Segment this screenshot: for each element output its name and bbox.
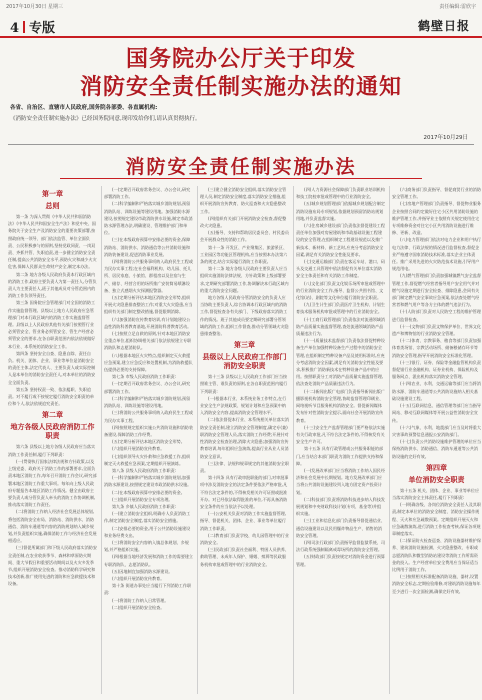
article-paragraph: (六)住房城乡建设部门负责依法督促建设工程责任单位加强对房屋建筑和市政基础设施工程建设的安全管理,在组织制定工程建设规范以及推广新技术、新材料、新工艺时,应充分考虑消防安全因素,满足有关消防安全性能及要求。 bbox=[296, 223, 385, 257]
article-paragraph: (十四)农业、水利、交通运输等部门应当将消防水源、消防车通道等公共消防设施纳入相关基础设施建设工程。 bbox=[392, 381, 481, 401]
title-underline bbox=[60, 178, 422, 179]
text-column-2 bbox=[104, 186, 193, 694]
text-column-4 bbox=[296, 186, 385, 694]
article-paragraph: 第十五条 机关、团体、企业、事业等单位应当落实消防安全主体责任,履行下列职责: bbox=[392, 487, 480, 500]
article-paragraph: (三)督促所属部门和下级人民政府落实消防安全责任制,在农业收获季节、森林和草原防火期间、重大节假日和重要活动期间以及火灾多发季节,组织开展消防安全检查。推动消防科学研究和技术创新,推广使用先进的消防和应急救援技术和设备。 bbox=[8, 545, 97, 587]
article-paragraph: (三)建立健全消防安全组织,落实消防安全管理人员,制定消防安全制度,落实消防安全措施,组织开展消防宣传教育、防火巡查和火灾隐患整改工作。 bbox=[200, 187, 287, 214]
article-paragraph: (三)民政部门负责社会福利、特困人员供养、救助管理、未成年人保护、婚姻、殡葬等民政服务机构审批或管理中的行业消防安全。 bbox=[200, 547, 289, 567]
article-paragraph: (十三)银行、证券、保险等金融监管机构负责督促银行业金融机构、证券业机构、保险机构及服务网点、派出机构落实消防安全管理。 bbox=[392, 359, 481, 380]
article-paragraph: 第十三条 县级以上人民政府工作部门应当按照谁主管、谁负责的原则,在各自职责范围内履行下列职责: bbox=[200, 374, 288, 394]
article-paragraph: (九)燃气管理部门负责加强城镇燃气安全监督管理工作,督促燃气经营者指导用户安全用气并对燃气设施定期进行安全检查、排除隐患,会同有关部门制定燃气安全事故应急预案,依法查处燃气经营者和燃气用户等各方主体的燃气违法行为。 bbox=[392, 273, 481, 308]
article-paragraph: (三)将消防安全内容纳入镇总体规划、乡规划,并严格组织实施。 bbox=[104, 539, 189, 553]
article-paragraph: (十七)负责公共消防设施维护管理的单位应当保持消防供水、消防通信、消防车通道等公共消防设施的完好有效。 bbox=[392, 439, 481, 459]
article-paragraph: (五)财政部门负责按规定对消防资金进行预算管理。 bbox=[296, 554, 385, 567]
article-paragraph: (四)将消防公共服务事项纳入政府民生工程或为民办实事工程;在社会福利机构、幼儿园、托儿所、居民家庭、小旅馆、群租房以及住宿与生产、储存、经营合用的场所推广安装简易喷淋设备、独立式感烟火灾探测报警器。 bbox=[104, 259, 193, 293]
article-paragraph: 第二条 地方各级人民政府负责本行政区域内的消防工作,政府主要负责人为第一责任人,分管负责人为主要责任人,班子其他成员对分管范围内的消防工作负领导责任。 bbox=[8, 271, 97, 299]
notice-title-line-2: 消防安全责任制实施办法的通知 bbox=[79, 74, 402, 100]
article-paragraph: (六)组织开展消防宣传教育。 bbox=[112, 575, 165, 581]
article-paragraph: (五)定期分析评估本地区消防安全形势。 bbox=[112, 439, 185, 445]
article-paragraph: (五)城乡规划管理部门依据城乡规划配合制定消防设施布局专项规划,依据规划预留消防站规划用地,并负责监督实施。 bbox=[296, 201, 385, 221]
chapter-heading: 单位消防安全职责 bbox=[408, 474, 465, 484]
article-paragraph: (二)科学编制和严格落实城乡消防规划,预留消防队站、训练设施等建设用地。 bbox=[104, 395, 191, 409]
article-paragraph: (八)文化部门负责文化娱乐场所审批或管理中的行业消防安全工作,指导、监督公共图书馆、文化馆(站)、剧院等文化单位履行消防安全职责。 bbox=[296, 280, 385, 301]
article-paragraph: (二)科技部门负责将消防科技进步纳入科技发展规划和中央财政科技计划(专项、基金等)并组织实施。 bbox=[296, 496, 385, 517]
article-paragraph: (一)定期召开政府常务会议、办公会议,研究部署消防工作。 bbox=[104, 381, 191, 394]
article-paragraph: (二)依法督促本行业、本系统相关单位落实消防安全责任制,建立消防安全管理制度,确定专(兼)职消防安全管理人员,落实消防工作经费;开展针对性消防安全检查治理,消除火灾隐患;加强消防宣传教育培训,每年组织应急演练,提高行业从业人员消防安全意识。 bbox=[200, 417, 289, 459]
chapter-heading: 县级以上人民政府工作部门消防安全职责 bbox=[202, 352, 287, 371]
article-paragraph: (一)明确各级、各岗位消防安全责任人及其职责,制定本单位的消防安全制度、消防安全操作规程、灭火和应急疏散预案。定期组织开展灭火和应急疏散演练,进行消防工作检查考核,保证各项规章制度落实。 bbox=[392, 502, 481, 536]
article-paragraph: (一)根据本行业、本系统业务工作特点,在行业安全生产法规政策、规划计划和应急预案中纳入消防安全内容,提高消防安全管理水平。 bbox=[200, 395, 287, 416]
chapter-heading: 第二章 bbox=[42, 410, 63, 420]
article-paragraph: (五)指导、支持和帮助居民委员会、村民委员会开展群众性的消防工作。 bbox=[200, 230, 289, 243]
article-paragraph: (十六)气象、水利、地震部门应当及时将重大灾害事故预警信息通报公安消防部门。 bbox=[392, 424, 481, 437]
article-paragraph: (二)科学编制和严格落实城乡消防规划,预留消防队站、训练设施等建设用地。加强消防水源建设,按照规定建设市政消防供水设施,制定市政消防水源管理办法,明确建设、管理维护部门和单位。 bbox=[104, 201, 193, 236]
section-name: 专版 bbox=[29, 21, 56, 36]
article-paragraph: (七)按照立足自救的原则,针对本地区消防安全重点单位,组织协调相关部门依法依规建立专职消防队和志愿消防队。 bbox=[104, 331, 192, 351]
column-divider bbox=[101, 186, 102, 694]
article-paragraph: (二)组织开展消防安全检查。 bbox=[112, 604, 165, 610]
article-paragraph: (十一)文物部门负责文物保护单位、世界文化遗产和博物馆的行业消防安全管理。 bbox=[392, 323, 481, 337]
text-column-1 bbox=[8, 186, 97, 694]
article-paragraph: (十一)质量技术监督部门负责依法督促特种设备生产单位加强特种设备生产过程中的消防安全管理,在组织制定特种设备产品及使用标准时,应充分考虑消防安全因素,满足有关消防安全性能及要求,积极推广消防新技术在特种设备产品中的应用。按照职责分工对消防产品质量实施监督管理,依法查处消防产品质量违法行为。 bbox=[296, 338, 385, 387]
article-paragraph: 第七条 市级人民政府消防工作职责: bbox=[112, 374, 177, 380]
article-paragraph: 第三条 国务院应急管理部门对全国的消防工作实施监督管理。县级以上地方人民政府应急管理部门对本行政区域内的消防工作实施监督管理。县级以上人民政府其他有关部门按照管行业必须管安全、管业务必须管安全、管生产经营必须管安全的要求,在各自职责范围内依法依规做好本行业、本系统的消防安全工作。 bbox=[8, 300, 96, 349]
article-paragraph: 第十四条 具有行政审批职能的部门,对审批事项中涉及消防安全的法定条件要依法严格审批,凡不符合法定条件的,不得核发相关许可证照或批准开办。对已经依法取得批准的单位,不再具备消防安全条件的应当依法予以处理。 bbox=[200, 475, 289, 509]
chapter-heading: 第一章 bbox=[42, 189, 63, 198]
chapter-heading: 第四章 bbox=[426, 462, 447, 472]
article-paragraph: (一)建立消防安全组织,明确专人负责消防工作,制定消防安全制度,落实消防安全措施。 bbox=[104, 511, 191, 524]
section-divider bbox=[8, 144, 474, 145]
article-paragraph: (三)在本级政府预算中安排必要的资金,保障消防站、消防供水、消防通信等公共消防设施和消防装备建设,促进消防事业发展。 bbox=[104, 237, 191, 257]
article-paragraph: (七)交通运输部门负责在客运车站、港口、码头及交通工具管理中依法督促有关单位落实消防安全主体责任和有关消防工作制度。 bbox=[296, 259, 385, 279]
column-divider bbox=[293, 186, 294, 694]
article-paragraph: (十二)体育、宗教事务、粮食等部门负责加强体育类场馆、宗教活动场所、储备粮储存环节等消防安全管理,指导开展消防安全标准化管理。 bbox=[392, 338, 481, 358]
page-header bbox=[0, 14, 482, 38]
chapter-heading: 第三章 bbox=[234, 340, 255, 350]
article-paragraph: (三)工业和信息化部门负责指导督促通信业、通信设施建设以及民用爆炸物品生产、销售的消防安全管理。 bbox=[296, 518, 385, 538]
article-paragraph: (七)组织领导火灾扑救和应急救援工作,组织制定灭火救援应急预案,定期组织开展演练。 bbox=[104, 453, 191, 466]
article-paragraph: (四)人力资源社会保障部门负责职业培训机构和技工院校审批或管理中的行业消防安全。 bbox=[296, 187, 385, 200]
article-paragraph: (三)组织开展消防安全专项治理。 bbox=[112, 496, 173, 502]
page-badge bbox=[10, 17, 55, 36]
article-paragraph: (一)科学编制和严格落实城乡消防规划,加强消防水源建设,按照规定建设市政消防供水设施。 bbox=[104, 475, 192, 488]
notice-date: 2017年10月29日 bbox=[423, 135, 468, 141]
article-paragraph: (六)加强消防宣传教育培训,有计划地建设公益性消防科普教育基地,开展消防科普教育活动。 bbox=[104, 316, 192, 329]
article-paragraph: (二)将消防工作纳入经济社会发展总体规划,将包括消防安全布局、消防站、消防供水、消防通信、消防车通道等内容的消防规划纳入城乡规划,并负责组织实施,确保消防工作与经济社会发展相适应。 bbox=[8, 509, 97, 544]
article-paragraph: (四)根据当地经济发展和消防工作的需要建立专职消防队、志愿消防队。 bbox=[104, 554, 193, 567]
article-paragraph: (一)定期召开政府常务会议、办公会议,研究部署消防工作。 bbox=[104, 187, 191, 200]
top-info-bar bbox=[0, 0, 482, 14]
article-paragraph: 第六条 县级以上地方各级人民政府应当落实消防工作责任制,履行下列职责: bbox=[8, 444, 96, 457]
notice-body: 《消防安全责任制实施办法》已经国务院同意,现印发给你们,请认真贯彻执行。 bbox=[10, 116, 201, 122]
article-paragraph: (八)根据本地区火灾特点,组织制定灭火救援应急预案,建立应急反应和处置机制,为消防救援队伍提供必要的支持保障。 bbox=[104, 352, 193, 373]
article-paragraph: (八)电力管理部门依法对电力企业和用户执行电力法律、行政法规的情况进行监督检查,督促企业严格遵守国家消防技术标准,落实企业主体责任。推广采用先进的火灾防范技术设施,引导用户规范用电。 bbox=[392, 237, 481, 272]
article-paragraph: (十五)互联网信息、通信管理等部门应当指导网站、移动互联网媒体等开展公益性消防安全宣传。 bbox=[392, 403, 481, 423]
article-paragraph: (十二)新闻出版广电部门负责指导新闻出版广播影视机构消防安全管理,协助监督管理印刷业、网络视听节目服务机构消防安全。督促新闻媒体发布针对性消防安全提示,面向社会开展消防宣传教育。 bbox=[296, 388, 385, 423]
article-paragraph: (三)将消防公共服务事项纳入政府民生工程或为民办实事工程。 bbox=[104, 410, 193, 423]
chapter-heading: 地方各级人民政府消防工作职责 bbox=[10, 422, 95, 441]
article-paragraph: (三)按照相关标准配备消防设施、器材,设置消防安全标志,定期检验维修,对建筑消防设施每年至少进行一次全面检测,确保完好有效。 bbox=[392, 574, 481, 594]
article-paragraph: 第十二条 地方各级人民政府主要负责人应当组织实施消防法律法规、方针政策和上级部署要求,定期研究部署消防工作,协调解决本行政区域内的重大消防安全问题。 bbox=[200, 266, 289, 293]
document-title: 消防安全责任制实施办法 bbox=[125, 156, 357, 178]
article-paragraph: 第十五条 具有行政管理或公共服务职能的部门,应当结合本部门职责为消防工作提供支持和保障。 bbox=[296, 446, 384, 466]
notice-title-line-1: 国务院办公厅关于印发 bbox=[125, 46, 356, 72]
chapter-heading: 总则 bbox=[45, 201, 60, 210]
article-paragraph: (三)法律、法规和规章规定的其他消防安全职责。 bbox=[200, 460, 289, 473]
text-column-3 bbox=[200, 186, 289, 694]
article-paragraph: (四)按照规定组织实施公共消防设施和消防装备建设,保障消防工作经费。 bbox=[104, 424, 193, 437]
text-column-5 bbox=[392, 186, 481, 694]
article-paragraph: 地方各级人民政府分管消防安全的负责人应当协助主要负责人,综合协调本行政区域内的消防工作,督促检查各有关部门、下级政府落实消防工作的情况。班子其他成员要定期研究部署分管领域的消防工作,组织工作督查,推动分管领域火灾隐患排查整治。 bbox=[200, 295, 289, 337]
column-divider bbox=[389, 186, 390, 694]
article-paragraph: 第十条 街道办事处应当履行下列消防工作职责: bbox=[104, 583, 192, 596]
article-paragraph: 第一条 为深入贯彻《中华人民共和国消防法》《中华人民共和国安全生产法》和党中央、国务院关于安全生产及消防安全的重要决策部署,按照政府统一领导、部门依法监管、单位全面负责、公民积极参与的原则,坚持党政同责、一岗双责、齐抓共管、失职追责,进一步健全消防安全责任制,提高公共消防安全水平,预防火灾和减少火灾危害,保障人民群众生命财产安全,制定本办法。 bbox=[8, 214, 97, 270]
article-paragraph: (六)组织开展消防宣传教育。 bbox=[112, 446, 165, 452]
article-paragraph: 第八条 县级人民政府消防工作职责: bbox=[112, 467, 177, 473]
article-paragraph: (二)保证防火检查巡查、消防设施器材维护保养、建筑消防设施检测、火灾隐患整改、专职或志愿消防队和微型消防站建设等消防工作所需资金的投入。生产经营单位安全费用应当保证适当比例用于消防工作。 bbox=[392, 538, 481, 572]
article-paragraph: 第十一条 开发区、产业聚集区、旅游景区、工业园区等功能区管理机构,应当按照本办法第六条的规定,结合实际履行消防工作职责。 bbox=[200, 244, 288, 265]
article-paragraph: 第五条 坚持权责一致、依法履职、失职追责。对不履行或不按规定履行消防安全职责的单位和个人,依法依规追究责任。 bbox=[8, 386, 94, 407]
article-paragraph: 第四条 坚持安全自查、隐患自除、责任自负。机关、团体、企业、事业等单位是消防安全的责任主体,法定代表人、主要负责人或实际控制人是本单位的消防安全责任人,对本单位的消防安全全面负责。 bbox=[8, 350, 96, 385]
editor-credit: 责任编辑:雷欣宇 bbox=[439, 4, 476, 10]
page-number: 4 bbox=[10, 21, 20, 36]
article-paragraph: (四)组织有关部门开展消防安全检查,督促整改火灾隐患。 bbox=[200, 215, 287, 229]
article-paragraph: (九)卫生计生部门负责医疗卫生机构、计划生育技术服务机构审批或管理中的行业消防安全。 bbox=[296, 302, 385, 315]
article-paragraph: (五)因地制宜加强消防水源建设。 bbox=[112, 568, 173, 574]
article-paragraph: (十)工商行政管理部门负责依法对流通领域消防产品质量实施监督管理,查处流通领域消防产品质量违法行为。 bbox=[296, 316, 385, 337]
article-paragraph: (五)定期分析评估本地区消防安全形势,组织开展火灾隐患排查整治工作;对重大火灾隐患,应当组织有关部门制定整改措施,督促限期消除。 bbox=[104, 295, 193, 315]
article-paragraph: (七)房地产管理部门负责指导、督促物业服务企业按照合同约定做好住宅小区共用消防设施的维护管理工作,并指导业主依照有关规定使用住宅专项维修资金对住宅小区共用消防设施进行维修、更新、改造。 bbox=[392, 201, 481, 236]
column-divider bbox=[197, 186, 198, 694]
article-paragraph: 第九条 乡镇人民政府消防工作职责: bbox=[112, 503, 177, 509]
article-paragraph: (二)教育部门负责学校、幼儿园管理中的行业消防安全。 bbox=[200, 532, 289, 545]
article-paragraph: (一)公安机关负责对消防工作实施监督管理,指导、督促机关、团体、企业、事业等单位履行消防工作职责。 bbox=[200, 511, 287, 531]
article-paragraph: (一)贯彻执行国家法律法规和方针政策,以及上级党委、政府关于消防工作的部署要求,全面负责本地区消防工作,每年召开消防工作会议,研究部署本地区消防工作重大事项。每年向上级人民政府专题报告本地区消防工作情况。健全由政府主要负责人或分管负责人牵头的消防工作协调机制,推动落实消防工作责任。 bbox=[8, 458, 97, 508]
notice-addressee: 各省、自治区、直辖市人民政府,国务院各部委、各直属机构: bbox=[10, 105, 158, 111]
article-paragraph: (二)在本级政府预算中安排必要的资金。 bbox=[112, 489, 185, 495]
article-paragraph: (二)安排必要的资金,用于公共消防设施建设和业务经费支出。 bbox=[104, 525, 191, 538]
issue-date: 2017年10月30日 星期三 bbox=[6, 4, 64, 10]
article-paragraph: (十三)安全生产监督管理部门要严格依法实施有关行政审批,凡不符合法定条件的,不得核发有关安全生产许可。 bbox=[296, 424, 385, 445]
article-paragraph: (四)司法行政部门负责指导监督监狱系统、司法行政系统强制隔离戒毒场所的消防安全管理。 bbox=[296, 539, 385, 553]
article-paragraph: (一)将消防工作纳入日常管理。 bbox=[112, 597, 169, 603]
article-paragraph: (十)人防部门负责对人民防空工程的维护管理进行监督检查。 bbox=[392, 309, 481, 322]
article-paragraph: (六)商务部门负责指导、督促商贸行业的消防安全管理工作。 bbox=[392, 187, 481, 200]
badge-divider bbox=[23, 21, 25, 33]
newspaper-masthead: 鹤壁日报 bbox=[417, 19, 470, 33]
article-paragraph: (一)发展改革部门应当将消防工作纳入国民经济和社会发展中长期规划。地方发展改革部门应当将公共消防设施建设列入地方固定资产投资计划。 bbox=[296, 467, 385, 495]
